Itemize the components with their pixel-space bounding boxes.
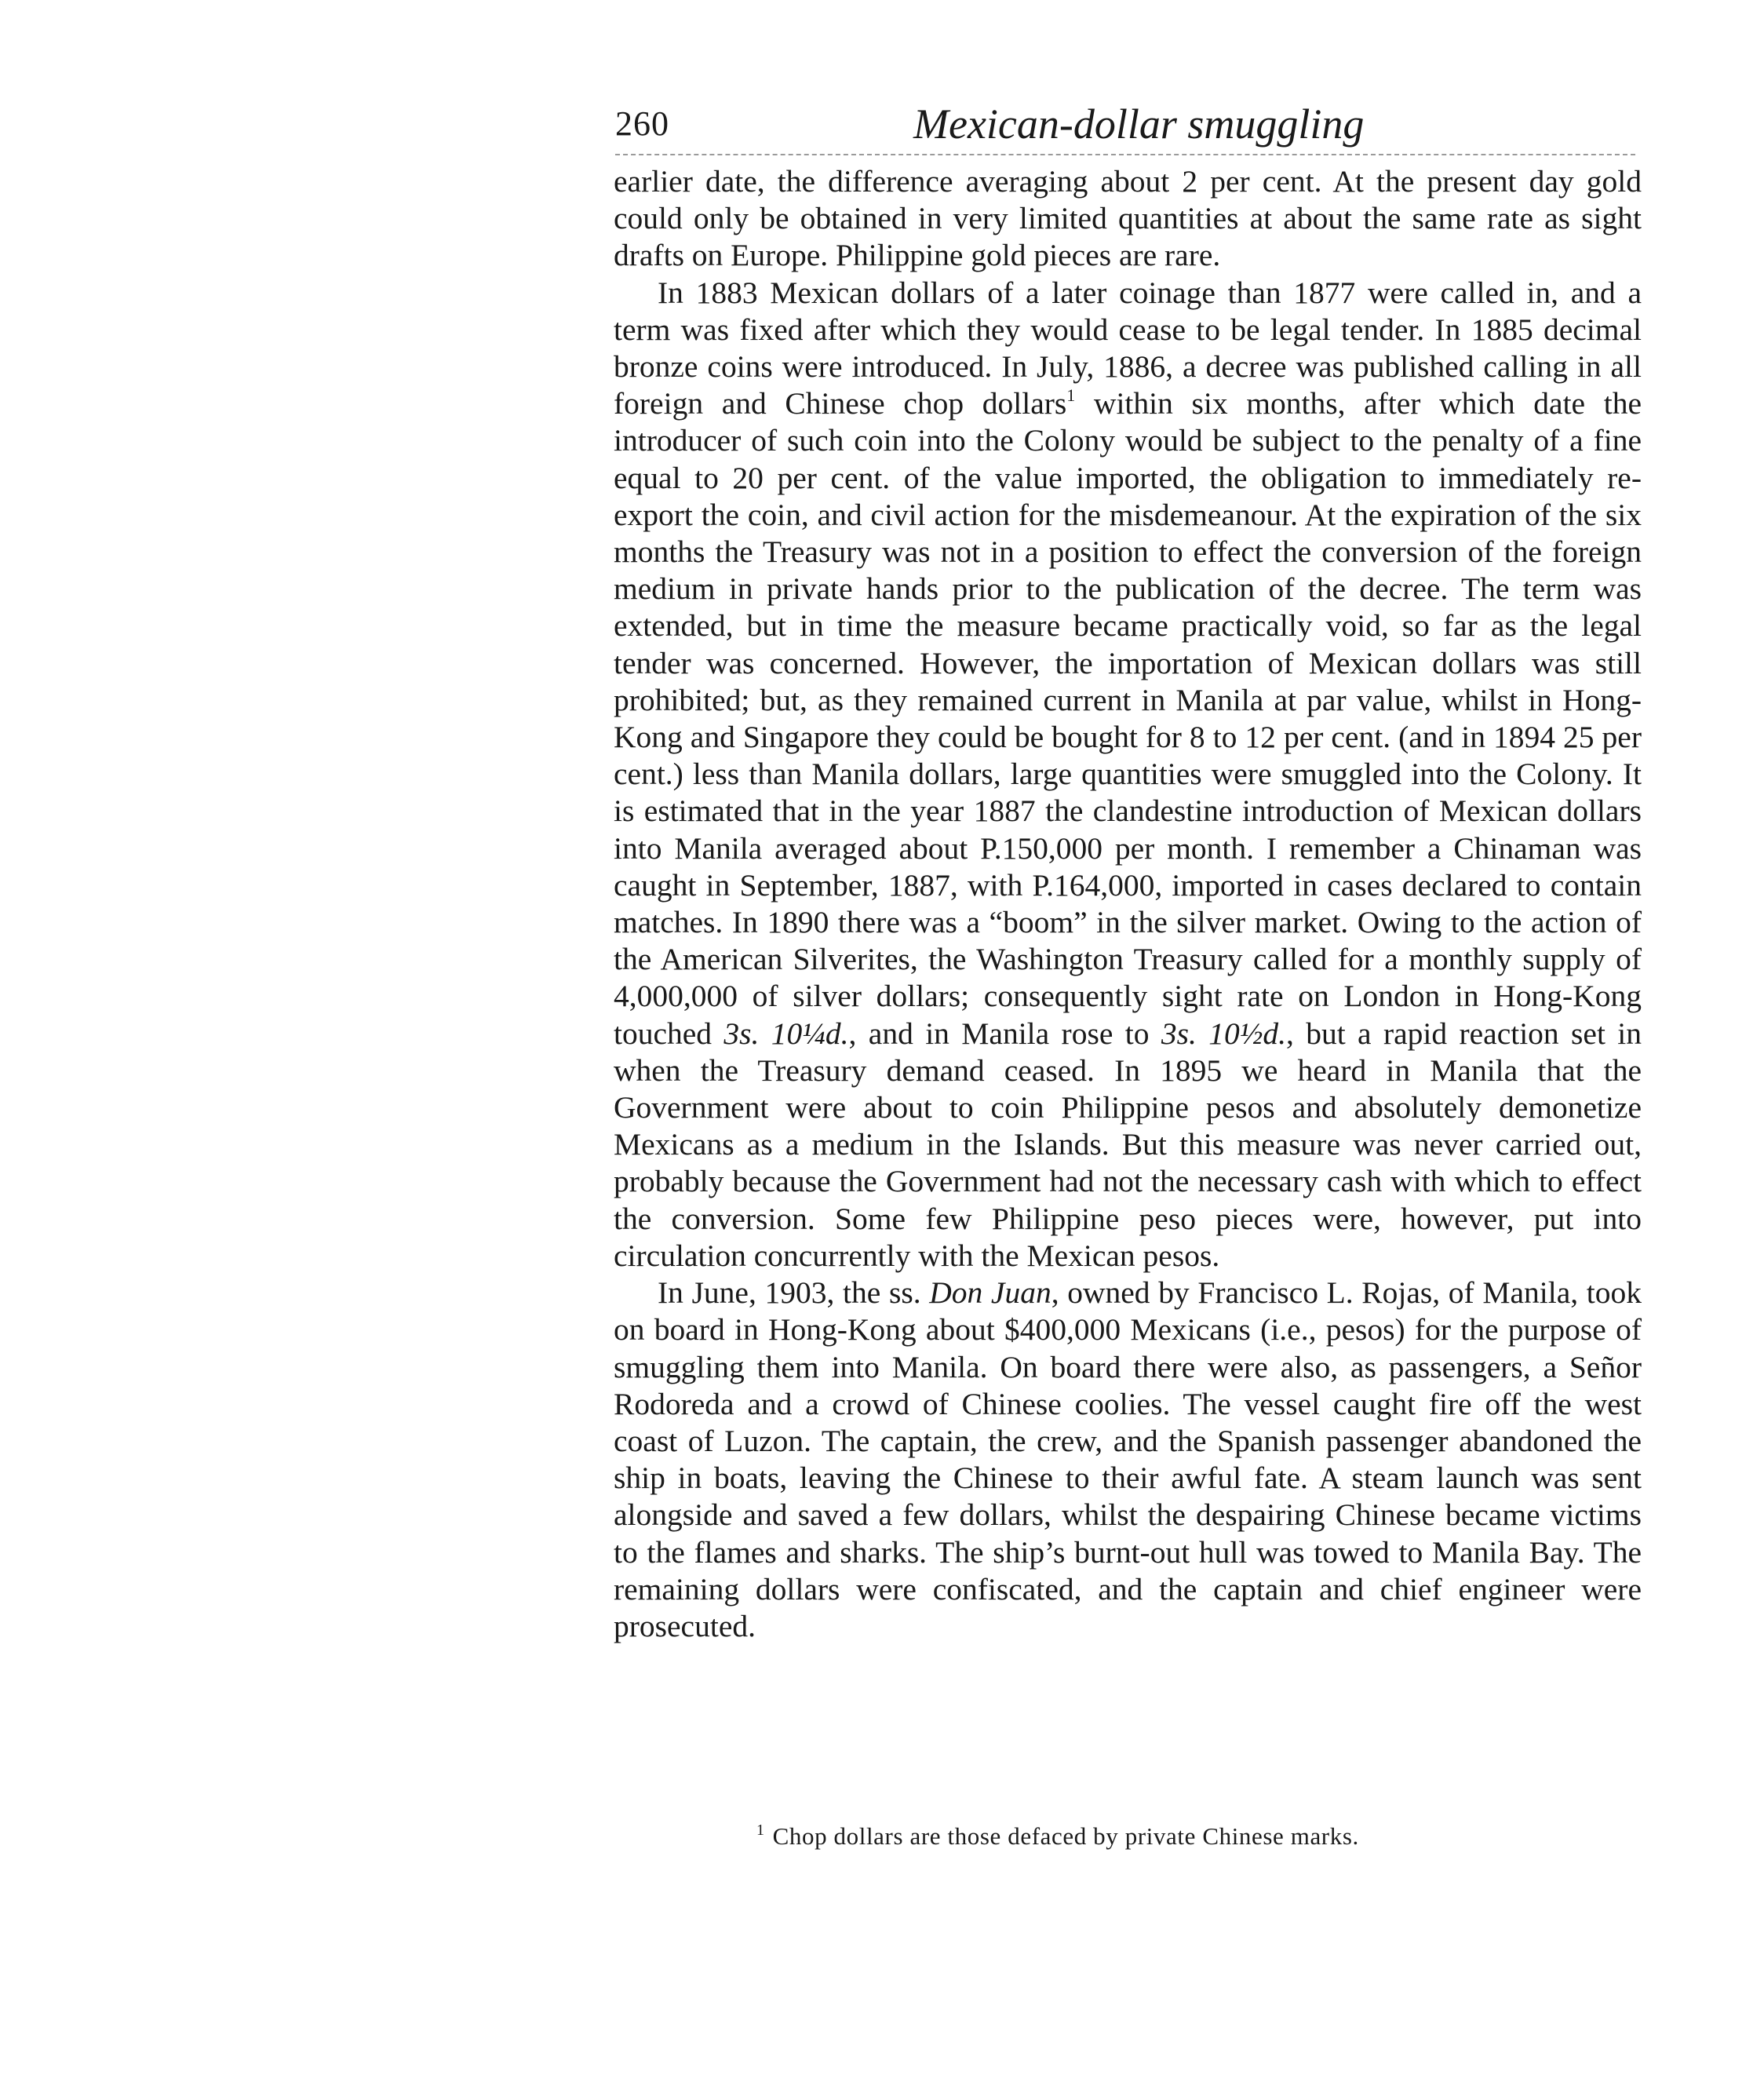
paragraph-2-text-d: , but a rapid reaction set in when the Treasury demand ceased. In 1895 we heard in Manila that the Government were about to coin Philippine pesos and absolutely demonetize Mexicans as a medium in the Islands. But this measure was never carried out, probably because the Government had not the necessary cash with which to effect the conversion. Some few Philippine peso pieces were, however, put into circulation concurrently with the Mexican pesos. [614,1016,1642,1273]
paragraph-2 [614,275,1642,1275]
footnote-text: Chop dollars are those defaced by private Chinese marks. [772,1822,1359,1850]
running-title: Mexican-dollar smuggling [913,100,1365,148]
paragraph-2-text-b: within six months, after which date the introducer of such coin into the Colony would be subject to the penalty of a fine equal to 20 per cent. of the value imported, the obligation to immediately re-export the coin, and civil action for the misdemeanour. At the expiration of the six months the Treasury was not in a position to effect the conversion of the foreign medium in private hands prior to the publication of the decree. The term was extended, but in time the measure became practically void, so far as the legal tender was concerned. However, the importation of Mexican dollars was still prohibited; but, as they remained current in Manila at par value, whilst in Hong-Kong and Singapore they could be bought for 8 to 12 per cent. (and in 1894 25 per cent.) less than Manila dollars, large quantities were smuggled into the Colony. It is estimated that in the year 1887 the clandestine introduction of Mexican dollars into Manila averaged about P.150,000 per month. I remember a Chinaman was caught in September, 1887, with P.164,000, imported in cases declared to contain matches. In 1890 there was a “boom” in the silver market. Owing to the action of the American Silverites, the Washington Treasury called for a monthly supply of 4,000,000 of silver dollars; consequently sight rate on London in Hong-Kong touched [614,386,1642,1051]
page-number: 260 [615,104,669,143]
ship-name: Don Juan [929,1275,1051,1311]
paragraph-2-text-a: In 1883 Mexican dollars of a later coinage than 1877 were called in, and a term was fixed after which they would cease to be legal tender. In 1885 decimal bronze coins were introduced. In July, 1886, a decree was published calling in all foreign and Chinese chop dollars [614,275,1642,421]
footnote-marker: 1 [756,1822,765,1839]
paragraph-1 [614,163,1642,275]
paragraph-2-text-c: , and in Manila rose to [848,1016,1161,1051]
paragraph-3 [614,1275,1642,1645]
paragraph-1-text: earlier date, the difference averaging about 2 per cent. At the present day gold could only be obtained in very limited quantities at about the same rate as sight drafts on Europe. Philippine gold pieces are rare. [614,164,1642,273]
body-text [614,163,1642,1645]
currency-amount-1: 3s. 10¼d. [723,1016,849,1051]
footnote [756,1821,1620,1852]
paragraph-3-text-a: In June, 1903, the ss. [658,1275,930,1311]
currency-amount-2: 3s. 10½d. [1161,1016,1286,1051]
header-rule [615,154,1635,155]
footnote-reference: 1 [1066,385,1076,406]
paragraph-3-text-b: , owned by Francisco L. Rojas, of Manila, took on board in Hong-Kong about $400,000 Mexicans (i.e., pesos) for the purpose of smuggling them into Manila. On board there were also, as passengers, a Señor Rodoreda and a crowd of Chinese coolies. The vessel caught fire off the west coast of Luzon. The captain, the crew, and the Spanish passenger abandoned the ship in boats, leaving the Chinese to their awful fate. A steam launch was sent alongside and saved a few dollars, whilst the despairing Chinese became victims to the flames and sharks. The ship’s burnt-out hull was towed to Manila Bay. The remaining dollars were confiscated, and the captain and chief engineer were prosecuted. [614,1275,1642,1643]
page-header [615,93,1635,155]
